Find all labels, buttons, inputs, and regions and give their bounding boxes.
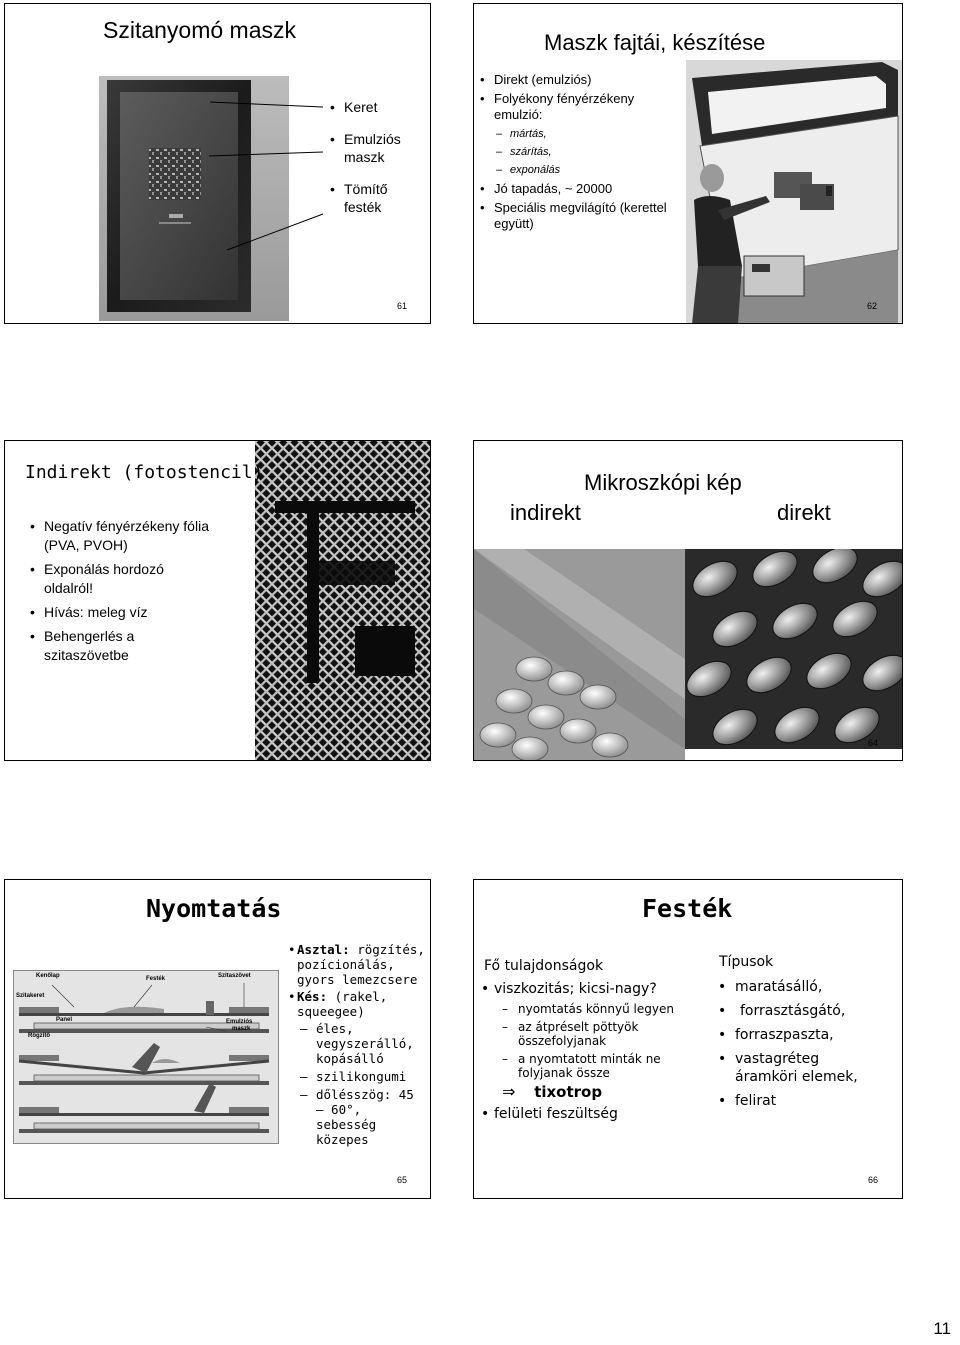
item-specialis: • Speciális megvilágító (kerettel együtt) (480, 200, 670, 232)
mesh-stencil-photo (255, 441, 431, 761)
slide-65-title: Nyomtatás (146, 894, 282, 923)
slide-65 (4, 879, 431, 1199)
dash-icon: – (502, 1020, 508, 1034)
slide-66 (473, 879, 903, 1199)
slide-66-title: Festék (642, 894, 733, 923)
bullet-icon: • (481, 1106, 490, 1122)
label-szitaszovet: Szitaszövet (218, 973, 251, 979)
kes-item (288, 989, 428, 1019)
bullet-icon: • (288, 989, 296, 1004)
dash-icon: – (502, 1052, 508, 1066)
printing-diagram (13, 970, 279, 1144)
slide-number: 65 (397, 1175, 408, 1185)
asztal-block (288, 942, 428, 1147)
slide-63-bullets (30, 517, 235, 665)
tipusok-heading: Típusok (719, 954, 774, 970)
bullet-hivas: • Hívás: meleg víz (30, 603, 235, 622)
sub-item-szilikongumi: – szilikongumi (300, 1069, 407, 1084)
printing-diagram-drawing (14, 971, 278, 1143)
label-kenolap: Kenőlap (36, 973, 60, 979)
slide-63 (4, 440, 431, 761)
bullet-keret: • Keret (330, 98, 425, 116)
slide-62-title: Maszk fajtái, készítése (544, 30, 766, 55)
slide-61-title: Szitanyomó maszk (103, 17, 297, 43)
bullet-negativ: • Negatív fényérzékeny fólia (PVA, PVOH) (30, 517, 235, 555)
label-panel: Panel (56, 1017, 73, 1023)
asztal-text: rögzítés, pozícionálás, gyors lemezcsere (297, 942, 425, 987)
type-maratasallo: • maratásálló, (718, 978, 898, 996)
indirekt-micrograph (474, 549, 685, 761)
asztal-label: Asztal: (297, 942, 350, 957)
dash-icon: – (300, 1087, 308, 1102)
sub-martas: – mártás, (480, 126, 670, 142)
type-vastagreteg: • vastagréteg áramköri elemek, (718, 1050, 875, 1086)
sub-item-konnyu: – nyomtatás könnyű legyen (502, 1002, 674, 1016)
bullet-exponalas: • Exponálás hordozó oldalról! (30, 560, 194, 598)
slide-64 (473, 440, 903, 761)
item-jo-tapadas: • Jó tapadás, ~ 20000 (480, 181, 670, 197)
sub-item-nyomtatott: – a nyomtatott minták ne folyjanak össze (502, 1052, 661, 1080)
slide-64-title: Mikroszkópi kép (584, 470, 742, 495)
slide-62 (473, 3, 903, 324)
label-festek: Festék (146, 976, 166, 982)
implies-arrow-icon: ⇒ (502, 1082, 516, 1101)
slide-number: 61 (397, 301, 408, 311)
slide-63-title: Indirekt (fotostencil) (25, 462, 264, 483)
dash-icon: – (300, 1021, 308, 1036)
bullet-tomito-festek: • Tömítő festék (330, 180, 414, 216)
type-felirat: • felirat (718, 1092, 898, 1110)
label-direkt: direkt (777, 500, 831, 525)
bullet-icon: • (288, 942, 296, 957)
tixotrop-text: tixotrop (534, 1083, 603, 1101)
slide-61 (4, 3, 431, 324)
tixotrop-line (478, 1082, 708, 1101)
fo-tulajdonsagok-list (478, 981, 708, 1122)
sub-exponalas: – exponálás (480, 162, 670, 178)
label-szitakeret: Szitakeret (16, 993, 45, 999)
slide-number: 66 (868, 1175, 879, 1185)
kes-label: Kés: (297, 989, 328, 1004)
label-emulzios: Emulziós (226, 1019, 253, 1025)
slide-62-bullets (480, 72, 670, 232)
direkt-micrograph (685, 549, 902, 749)
exposure-unit-photo (686, 60, 902, 324)
sub-szaritas: – szárítás, (480, 144, 670, 160)
fo-tulajdonsagok-heading: Fő tulajdonságok (484, 958, 604, 974)
feluleti-item: • felületi feszültség (481, 1106, 618, 1122)
dash-icon: – (502, 1002, 508, 1016)
tipusok-list (718, 978, 898, 1110)
kes-text: (rakel, squeegee) (297, 989, 388, 1019)
slide-61-bullets (330, 98, 425, 216)
page-number: 11 (933, 1319, 951, 1338)
dash-icon: – (300, 1069, 308, 1084)
type-forraszpaszta: • forraszpaszta, (718, 1026, 898, 1044)
item-direkt: • Direkt (emulziós) (480, 72, 670, 88)
sub-item-atpreselt: – az átpréselt pöttyök összefolyjanak (502, 1020, 639, 1048)
bullet-icon: • (481, 981, 490, 997)
slide-number: 62 (867, 301, 878, 311)
label-indirekt: indirekt (510, 500, 581, 525)
bullet-emulzios-maszk: • Emulziós maszk (330, 130, 414, 166)
label-maszk: maszk (232, 1026, 251, 1032)
item-folyekony: • Folyékony fényérzékeny emulzió: (480, 91, 670, 123)
asztal-item (288, 942, 428, 987)
slide-number: 64 (868, 738, 879, 748)
bullet-behengerles: • Behengerlés a szitaszövetbe (30, 627, 164, 665)
type-forrasztasgato: • forrasztásgátó, (718, 1002, 898, 1020)
sub-item-eles: – éles, vegyszerálló, kopásálló (300, 1021, 414, 1066)
label-rogzito: Rögzítő (28, 1033, 50, 1039)
sub-item-doleszog: – dőlésszög: 45 – 60°, sebesség közepes (300, 1087, 414, 1147)
viszkozitas-item: • viszkozitás; kicsi-nagy? (481, 981, 657, 997)
